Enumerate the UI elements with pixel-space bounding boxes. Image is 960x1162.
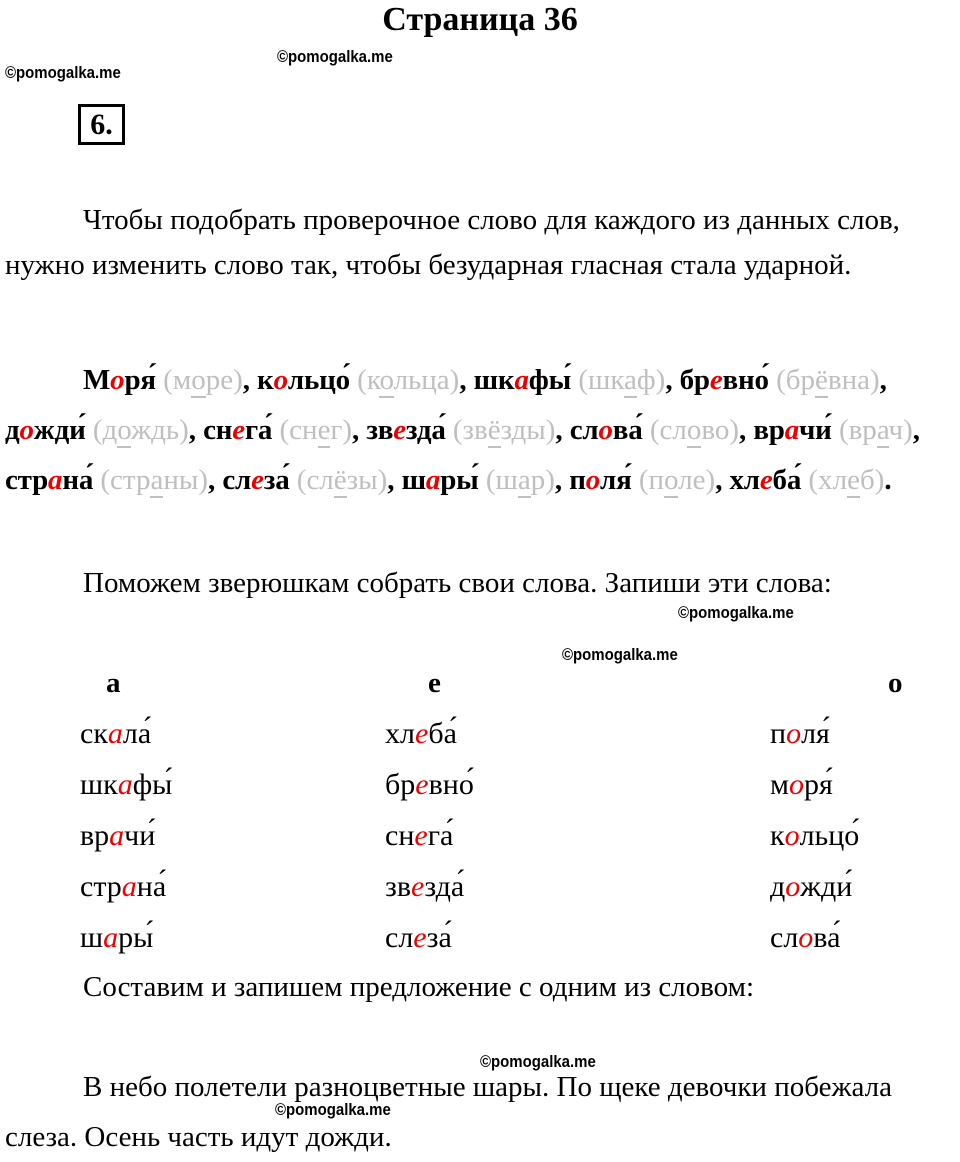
stressed-vowel: е [411, 870, 425, 903]
check-suffix: ждь [131, 414, 180, 446]
word-suffix: ля́ [600, 464, 632, 496]
punctuation: , [352, 414, 360, 446]
stressed-vowel: о [798, 921, 814, 954]
stressed-vowel: е [251, 464, 264, 496]
stressed-vowel: о [110, 364, 125, 396]
word-prefix: зв [366, 414, 394, 446]
check-word [486, 464, 555, 498]
check-suffix: г [330, 414, 343, 446]
check-marked-vowel: а [876, 414, 889, 446]
check-prefix: сл [306, 464, 334, 496]
word-suffix: ря́ [124, 364, 156, 396]
stressed-vowel: а [514, 364, 529, 396]
stressed-vowel: о [273, 364, 288, 396]
word-prefix: стр [80, 870, 122, 903]
word-prefix: сн [385, 819, 415, 852]
word-entry [730, 464, 802, 496]
word-entry [5, 464, 93, 496]
word-suffix: ва́ [612, 414, 643, 446]
word-entry [569, 464, 631, 496]
check-marked-vowel: ё [487, 414, 501, 446]
check-open-paren: ( [163, 364, 173, 396]
check-marked-vowel: о [379, 364, 394, 396]
watermark: ©pomogalka.me [275, 1100, 391, 1119]
table-word [75, 815, 860, 857]
check-close-paren: ) [903, 414, 913, 446]
check-word [93, 414, 189, 448]
check-suffix: зды [500, 414, 546, 446]
check-word [297, 464, 388, 498]
punctuation: , [387, 464, 395, 496]
task2-paragraph: Поможем зверюшкам собрать свои слова. Запиши эти слова: [83, 567, 832, 599]
word-suffix: ря́ [803, 768, 833, 801]
check-marked-vowel: е [317, 414, 331, 446]
word-suffix: ла́ [122, 717, 152, 750]
page-title: Страница 36 [382, 1, 578, 38]
word-suffix: ры́ [440, 464, 479, 496]
punctuation: . [884, 464, 892, 496]
stressed-vowel: а [425, 464, 441, 496]
stressed-vowel: о [788, 768, 804, 801]
check-close-paren: ) [342, 414, 353, 446]
stressed-vowel: а [121, 870, 137, 903]
punctuation: , [555, 414, 563, 446]
word-suffix: чи́ [799, 414, 832, 446]
check-close-paren: ) [545, 414, 556, 446]
stressed-vowel: а [48, 464, 63, 496]
check-close-paren: ) [705, 464, 716, 496]
word-prefix: бр [385, 768, 416, 801]
word-prefix: сн [203, 414, 233, 446]
word-suffix: льцо́ [287, 364, 350, 396]
word-entry [203, 414, 272, 446]
check-prefix: хл [818, 464, 848, 496]
check-marked-vowel: о [117, 414, 132, 446]
punctuation: , [739, 414, 747, 446]
stressed-vowel: е [415, 768, 429, 801]
word-prefix: вр [753, 414, 785, 446]
check-open-paren: ( [452, 414, 463, 446]
word-entry [474, 364, 571, 396]
check-close-paren: ) [729, 414, 739, 446]
stressed-vowel: е [232, 414, 245, 446]
check-open-paren: ( [100, 464, 111, 496]
word-entry [222, 464, 289, 496]
intro-paragraph: Чтобы подобрать проверочное слово для каждого из данных слов, нужно изменить слово так, чтобы безударная гласная стала ударной. [5, 204, 900, 281]
check-open-paren: ( [485, 464, 496, 496]
check-open-paren: ( [838, 414, 849, 446]
check-close-paren: ) [655, 364, 666, 396]
word-prefix: к [770, 819, 785, 852]
table-row [0, 764, 960, 815]
table-row [0, 815, 960, 866]
check-marked-vowel: а [623, 364, 637, 396]
check-word [357, 364, 459, 398]
column-header-е: е [428, 667, 441, 699]
exercise-number-badge: 6. [78, 104, 125, 145]
check-close-paren: ) [449, 364, 460, 396]
word-entry [257, 364, 350, 396]
check-suffix: ре [205, 364, 234, 396]
stressed-vowel: а [784, 414, 800, 446]
word-suffix: льцо́ [799, 819, 860, 852]
word-suffix: чи́ [124, 819, 156, 852]
stressed-vowel: е [414, 717, 429, 750]
table-row [0, 866, 960, 917]
check-prefix: вр [848, 414, 877, 446]
check-close-paren: ) [545, 464, 555, 496]
stressed-vowel: а [109, 819, 125, 852]
check-prefix: д [102, 414, 118, 446]
check-word [100, 464, 208, 498]
word-suffix: ля́ [801, 717, 830, 750]
column-header-о: о [888, 667, 903, 699]
table-word [75, 764, 833, 806]
word-suffix: зда́ [424, 870, 465, 903]
punctuation: , [188, 414, 196, 446]
check-suffix: зы [346, 464, 378, 496]
check-suffix: во [701, 414, 730, 446]
word-prefix: д [770, 870, 786, 903]
stressed-vowel: а [117, 768, 133, 801]
stressed-vowel: е [759, 464, 773, 496]
check-suffix: р [530, 464, 546, 496]
check-prefix: стр [110, 464, 151, 496]
word-suffix: га́ [427, 819, 454, 852]
table-word [75, 866, 853, 908]
word-suffix: на́ [62, 464, 94, 496]
word-entry [83, 364, 156, 396]
word-prefix: М [83, 364, 111, 396]
check-word [453, 414, 556, 448]
watermark: ©pomogalka.me [562, 645, 678, 664]
word-prefix: бр [679, 364, 710, 396]
watermark: ©pomogalka.me [5, 63, 121, 82]
stressed-vowel: е [414, 819, 428, 852]
check-suffix: б [859, 464, 875, 496]
word-prefix: к [257, 364, 274, 396]
words-table [0, 662, 960, 968]
answer-paragraph: В небо полетели разноцветные шары. По щеке девочки побежала слеза. Осень часть идут дожди. [5, 1071, 892, 1153]
check-prefix: сл [659, 414, 687, 446]
word-suffix: за́ [263, 464, 290, 496]
check-suffix: льца [393, 364, 450, 396]
word-suffix: зда́ [405, 414, 446, 446]
word-prefix: хл [385, 717, 415, 750]
word-suffix: вно́ [722, 364, 769, 396]
check-close-paren: ) [179, 414, 189, 446]
check-word [279, 414, 352, 448]
word-suffix: фы́ [132, 768, 173, 801]
word-prefix: сл [385, 921, 414, 954]
check-open-paren: ( [279, 414, 290, 446]
check-word [639, 464, 715, 498]
word-prefix: ш [401, 464, 426, 496]
stressed-vowel: а [103, 921, 119, 954]
check-prefix: м [172, 364, 192, 396]
stressed-vowel: о [19, 414, 34, 446]
word-list [5, 355, 957, 505]
column-header-а: а [106, 667, 121, 699]
stressed-vowel: о [785, 870, 801, 903]
stressed-vowel: е [709, 364, 723, 396]
check-close-paren: ) [874, 464, 885, 496]
stressed-vowel: а [107, 717, 123, 750]
check-word [808, 464, 884, 498]
check-open-paren: ( [649, 414, 660, 446]
check-word [163, 364, 243, 398]
word-entry [366, 414, 445, 446]
check-prefix: к [366, 364, 380, 396]
check-marked-vowel: о [191, 364, 206, 396]
word-prefix: зв [385, 870, 412, 903]
word-suffix: ва́ [813, 921, 841, 954]
word-prefix: ск [80, 717, 108, 750]
check-suffix: ны [163, 464, 199, 496]
check-prefix: ш [495, 464, 518, 496]
word-suffix: на́ [136, 870, 167, 903]
word-prefix: шк [473, 364, 515, 396]
stressed-vowel: о [786, 717, 802, 750]
word-prefix: сл [222, 464, 252, 496]
check-suffix: ле [678, 464, 706, 496]
table-word [75, 713, 830, 755]
check-open-paren: ( [578, 364, 588, 396]
check-marked-vowel: ё [333, 464, 347, 496]
word-prefix: вр [80, 819, 110, 852]
check-prefix: шк [587, 364, 624, 396]
check-open-paren: ( [638, 464, 649, 496]
check-close-paren: ) [869, 364, 880, 396]
word-prefix: стр [5, 464, 48, 496]
check-prefix: зв [462, 414, 488, 446]
check-word [776, 364, 880, 398]
check-marked-vowel: о [686, 414, 702, 446]
check-marked-vowel: ё [815, 364, 828, 396]
word-suffix: фы́ [528, 364, 572, 396]
punctuation: , [554, 464, 562, 496]
check-open-paren: ( [92, 414, 103, 446]
punctuation: , [459, 364, 467, 396]
table-word [75, 917, 841, 959]
word-entry [5, 414, 86, 446]
check-prefix: сн [289, 414, 318, 446]
punctuation: , [715, 464, 723, 496]
word-prefix: м [770, 768, 789, 801]
word-prefix: п [770, 717, 787, 750]
word-suffix: га́ [244, 414, 273, 446]
check-suffix: ч [888, 414, 904, 446]
task3-paragraph: Составим и запишем предложение с одним из словом: [83, 971, 755, 1003]
check-open-paren: ( [357, 364, 367, 396]
word-prefix: ш [80, 921, 104, 954]
table-row [0, 917, 960, 968]
check-open-paren: ( [296, 464, 307, 496]
word-entry [402, 464, 479, 496]
stressed-vowel: о [784, 819, 800, 852]
word-prefix: шк [80, 768, 118, 801]
punctuation: , [912, 414, 920, 446]
stressed-vowel: о [585, 464, 601, 496]
punctuation: , [665, 364, 673, 396]
punctuation: , [208, 464, 216, 496]
word-entry [753, 414, 831, 446]
check-marked-vowel: о [664, 464, 679, 496]
check-open-paren: ( [808, 464, 819, 496]
word-suffix: вно́ [428, 768, 474, 801]
word-suffix: жди́ [33, 414, 86, 446]
check-marked-vowel: а [150, 464, 164, 496]
word-suffix: ры́ [118, 921, 154, 954]
word-suffix: ба́ [772, 464, 802, 496]
stressed-vowel: е [413, 921, 427, 954]
check-close-paren: ) [233, 364, 243, 396]
word-entry [570, 414, 643, 446]
check-prefix: бр [785, 364, 815, 396]
word-suffix: жди́ [800, 870, 853, 903]
word-prefix: п [569, 464, 586, 496]
check-marked-vowel: е [847, 464, 860, 496]
word-prefix: сл [569, 414, 599, 446]
watermark: ©pomogalka.me [277, 47, 393, 66]
word-entry [680, 364, 769, 396]
check-word [650, 414, 739, 448]
table-header-row [0, 662, 960, 713]
check-word [578, 364, 665, 398]
word-prefix: д [5, 414, 20, 446]
check-close-paren: ) [377, 464, 388, 496]
word-prefix: сл [770, 921, 799, 954]
word-suffix: ба́ [428, 717, 457, 750]
check-word [839, 414, 913, 448]
check-marked-vowel: а [517, 464, 531, 496]
table-row [0, 713, 960, 764]
watermark: ©pomogalka.me [678, 603, 794, 622]
word-prefix: хл [729, 464, 760, 496]
stressed-vowel: о [598, 414, 613, 446]
stressed-vowel: е [393, 414, 406, 446]
punctuation: , [242, 364, 250, 396]
check-open-paren: ( [776, 364, 786, 396]
punctuation: , [879, 364, 887, 396]
watermark: ©pomogalka.me [480, 1052, 596, 1071]
word-suffix: за́ [426, 921, 452, 954]
check-close-paren: ) [198, 464, 209, 496]
check-suffix: вна [827, 364, 870, 396]
check-suffix: ф [636, 364, 656, 396]
check-prefix: п [648, 464, 665, 496]
